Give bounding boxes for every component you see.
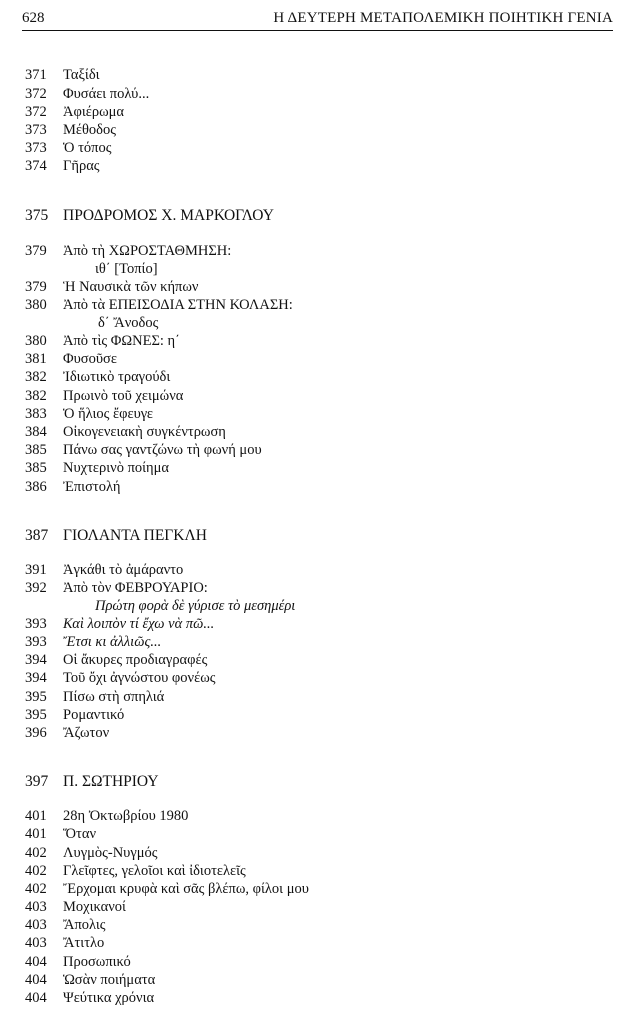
entry-title: Ὁ τόπος [63,140,112,156]
toc-entry [25,633,161,651]
entry-page: 392 [25,580,47,596]
entry-title: Οἰκογενειακὴ συγκέντρωση [63,424,226,440]
section-author: Π. ΣΩΤΗΡΙΟΥ [63,773,159,790]
entry-title: Λυγμὸς-Νυγμός [63,845,158,861]
toc-entry [25,898,126,916]
section-heading [25,772,159,792]
entry-title: Πρώτη φορὰ δὲ γύρισε τὸ μεσημέρι [95,598,296,614]
entry-title: Ἰδιωτικὸ τραγούδι [63,369,171,385]
entry-title: Ἀπὸ τὴ ΧΩΡΟΣΤΑΘΜΗΣΗ: [63,243,232,259]
entry-title: Φυσοῦσε [63,351,117,367]
entry-page: 402 [25,845,47,861]
entry-page: 401 [25,826,47,842]
entry-page: 403 [25,917,47,933]
toc-entry [25,953,131,971]
entry-title: Ἀφιέρωμα [63,104,124,120]
entry-page: 374 [25,158,47,174]
toc-entry [25,441,262,459]
toc-entry [25,862,246,880]
entry-page: 404 [25,972,47,988]
entry-title: Γλεῖφτες, γελοῖοι καὶ ἰδιοτελεῖς [63,863,246,879]
entry-title: Ὁ ἥλιος ἔφευγε [63,406,154,422]
section-page: 375 [25,207,49,224]
entry-title: Ἔτσι κι ἀλλιῶς... [63,634,162,650]
entry-page: 394 [25,670,47,686]
toc-entry [25,66,100,84]
entry-page: 379 [25,279,47,295]
entry-page: 404 [25,954,47,970]
entry-page: 393 [25,634,47,650]
entry-title: Ἡ Ναυσικὰ τῶν κήπων [63,279,199,295]
toc-entry [25,368,170,386]
entry-page: 402 [25,881,47,897]
toc-entry [25,916,106,934]
toc-entry [25,615,214,633]
toc-entry [25,724,109,742]
entry-page: 395 [25,707,47,723]
toc-entry [25,807,188,825]
entry-title: Πρωινὸ τοῦ χειμώνα [63,388,184,404]
toc-entry [25,332,180,350]
entry-page: 372 [25,86,47,102]
entry-title: Πάνω σας γαντζώνω τὴ φωνή μου [63,442,262,458]
toc-entry [25,971,155,989]
toc-entry [25,85,149,103]
entry-page: 401 [25,808,47,824]
toc-entry [25,825,96,843]
toc-entry [25,103,124,121]
toc-entry [25,350,117,368]
section-page: 387 [25,527,49,544]
entry-title: 28η Ὀκτωβρίου 1980 [63,808,189,824]
entry-page: 372 [25,104,47,120]
running-header [22,10,613,31]
entry-page: 396 [25,725,47,741]
entry-page: 395 [25,689,47,705]
entry-title: Ἄτιτλο [63,935,105,951]
section-heading [25,526,207,546]
entry-page: 371 [25,67,47,83]
entry-page: 403 [25,935,47,951]
toc-entry [25,139,111,157]
entry-title: Ὡσὰν ποιήματα [63,972,156,988]
page-number: 628 [22,10,45,26]
entry-page: 385 [25,460,47,476]
toc-entry [25,844,158,862]
toc-entry [25,934,104,952]
entry-page: 382 [25,369,47,385]
toc-entry [25,880,309,898]
entry-page: 394 [25,652,47,668]
toc-entry [25,478,120,496]
toc-entry [25,688,164,706]
entry-title: Ἀπὸ τὸν ΦΕΒΡΟΥΑΡΙΟ: [63,580,208,596]
entry-page: 380 [25,333,47,349]
entry-page: 381 [25,351,47,367]
entry-title: Ψεύτικα χρόνια [63,990,155,1006]
section-author: ΠΡΟΔΡΟΜΟΣ Χ. ΜΑΡΚΟΓΛΟΥ [63,207,274,224]
toc-entry [25,561,183,579]
section-author: ΓΙΟΛΑΝΤΑ ΠΕΓΚΛΗ [63,527,207,544]
toc-entry [25,459,169,477]
entry-title: Οἱ ἄκυρες προδιαγραφές [63,652,208,668]
entry-title: δ΄ Ἄνοδος [98,315,159,331]
entry-title: Ἀπὸ τὰ ΕΠΕΙΣΟΔΙΑ ΣΤΗΝ ΚΟΛΑΣΗ: [63,297,293,313]
entry-title: Πίσω στὴ σπηλιά [63,689,165,705]
entry-page: 402 [25,863,47,879]
entry-title: Καὶ λοιπὸν τί ἔχω νὰ πῶ... [63,616,215,632]
entry-page: 393 [25,616,47,632]
entry-page: 403 [25,899,47,915]
entry-page: 383 [25,406,47,422]
entry-page: 380 [25,297,47,313]
toc-entry [25,669,215,687]
toc-entry [25,121,116,139]
entry-title: Προσωπικό [63,954,131,970]
entry-title: Νυχτερινὸ ποίημα [63,460,169,476]
entry-page: 379 [25,243,47,259]
entry-page: 404 [25,990,47,1006]
entry-title: Μέθοδος [63,122,117,138]
entry-title: ιθ΄ [Τοπίο] [95,261,158,277]
entry-title: Ἄζωτον [63,725,110,741]
toc-subentry [25,597,296,615]
toc-entry [25,423,226,441]
running-title: Η ΔΕΥΤΕΡΗ ΜΕΤΑΠΟΛΕΜΙΚΗ ΠΟΙΗΤΙΚΗ ΓΕΝΙΑ [273,10,613,26]
entry-title: Ταξίδι [63,67,100,83]
entry-title: Ρομαντικό [63,707,125,723]
toc-entry [25,405,153,423]
entry-title: Μοχικανοί [63,899,126,915]
toc-entry [25,296,293,314]
entry-title: Ὅταν [63,826,97,842]
entry-page: 373 [25,122,47,138]
toc-entry [25,706,124,724]
toc-subentry [25,314,159,332]
entry-title: Ἀγκάθι τὸ ἀμάραντο [63,562,184,578]
toc-entry [25,579,208,597]
entry-page: 384 [25,424,47,440]
toc-entry [25,242,231,260]
entry-title: Γῆρας [63,158,100,174]
toc-entry [25,157,100,175]
entry-title: Ἐπιστολή [63,479,121,495]
section-page: 397 [25,773,49,790]
toc-subentry [25,260,158,278]
entry-title: Τοῦ ὄχι ἀγνώστου φονέως [63,670,216,686]
toc-entry [25,989,154,1007]
entry-title: Ἀπὸ τὶς ΦΩΝΕΣ: η΄ [63,333,180,349]
entry-page: 373 [25,140,47,156]
entry-title: Ἔρχομαι κρυφὰ καὶ σᾶς βλέπω, φίλοι μου [63,881,309,897]
entry-page: 385 [25,442,47,458]
entry-page: 391 [25,562,47,578]
toc-entry [25,278,198,296]
toc-entry [25,651,207,669]
toc-entry [25,387,183,405]
entry-title: Φυσάει πολύ... [63,86,150,102]
section-heading [25,206,274,226]
entry-page: 382 [25,388,47,404]
entry-title: Ἄπολις [63,917,106,933]
entry-page: 386 [25,479,47,495]
